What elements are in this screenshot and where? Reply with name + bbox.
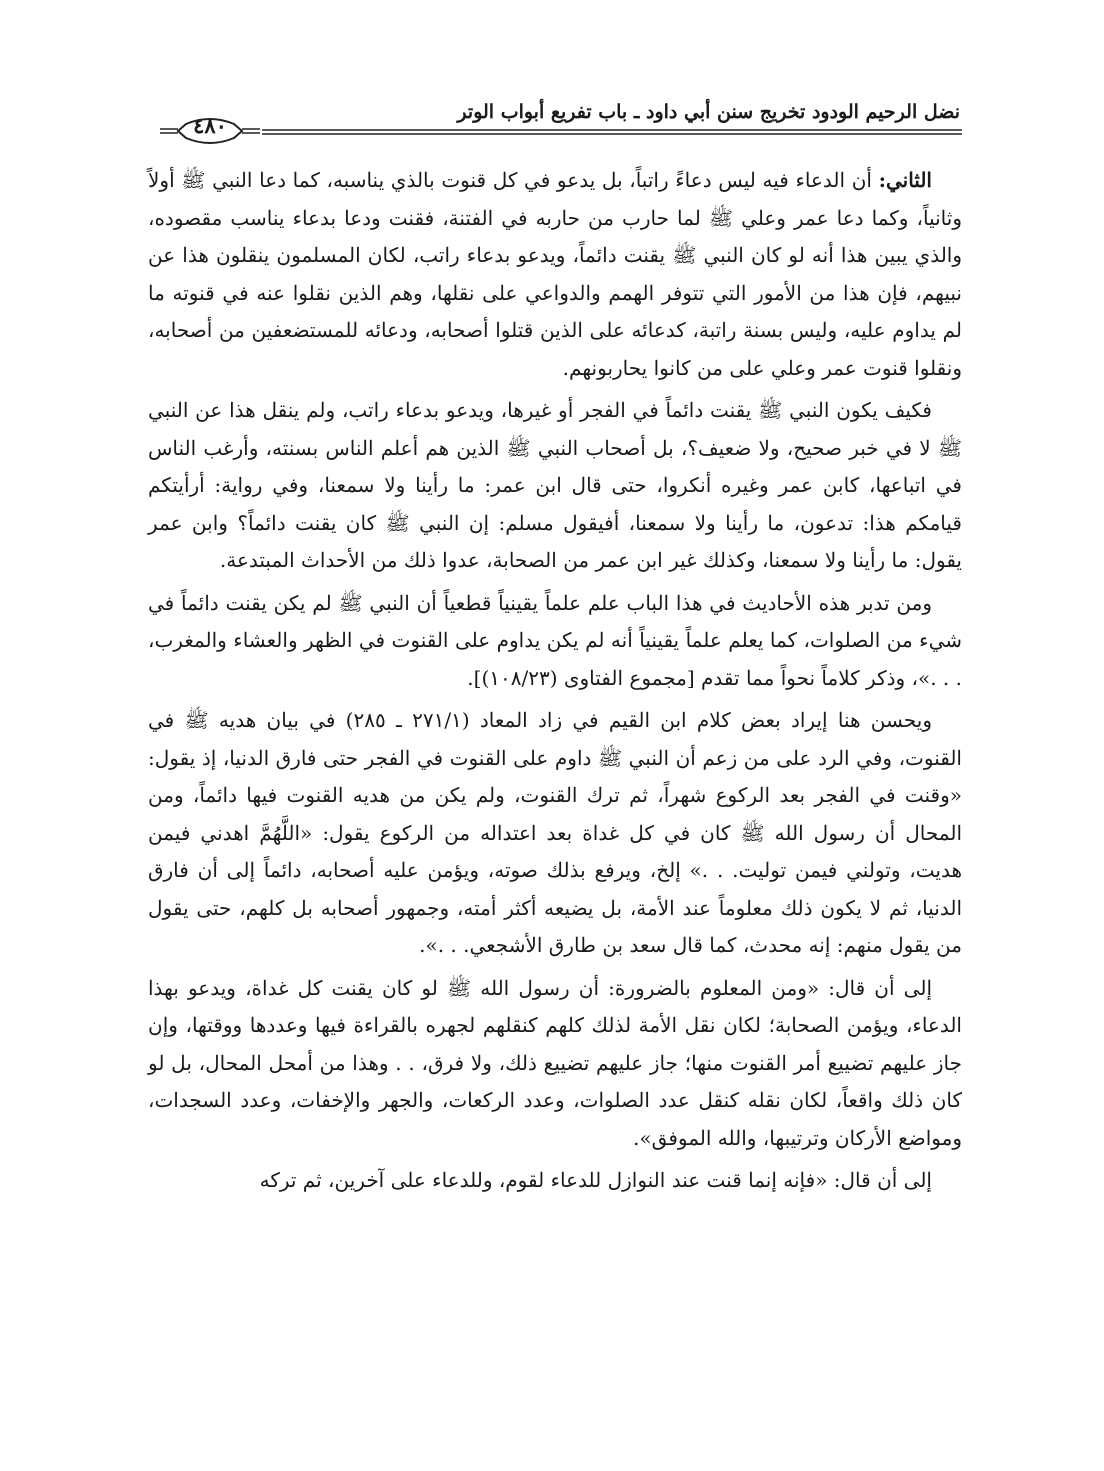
paragraph: إلى أن قال: «فإنه إنما قنت عند النوازل للدعاء لقوم، وللدعاء على آخرين، ثم تركه	[259, 1168, 932, 1192]
paragraph-lead: الثاني:	[878, 168, 932, 192]
page-number: ٤٨٠	[193, 113, 227, 138]
running-title: نضل الرحيم الودود تخريج سنن أبي داود ـ باب تفريع أبواب الوتر	[457, 101, 960, 123]
paragraph-text: أن الدعاء فيه ليس دعاءً راتباً، بل يدعو في كل قنوت بالذي يناسبه، كما دعا النبي ﷺ أولاً وثانياً، وكما دعا عمر وعلي ﷺ لما حارب من حاربه في الفتنة، فقنت ودعا بدعاء يناسب مقصوده، والذي يبين هذا أنه لو كان النبي ﷺ يقنت دائماً، ويدعو بدعاء راتب، لكان المسلمون ينقلون هذا عن نبيهم، فإن هذا من الأمور التي تتوفر الهمم والدواعي على نقلها، وهم الذين نقلوا عنه في قنوته ما لم يداوم عليه، وليس بسنة راتبة، كدعائه على الذين قتلوا أصحابه، ودعائه للمستضعفين من أصحابه، ونقلوا قنوت عمر وعلي على من كانوا يحاربونهم.	[148, 168, 962, 380]
paragraph: فكيف يكون النبي ﷺ يقنت دائماً في الفجر أو غيرها، ويدعو بدعاء راتب، ولم ينقل هذا عن النبي ﷺ لا في خبر صحيح، ولا ضعيف؟، بل أصحاب النبي ﷺ الذين هم أعلم الناس بسنته، وأرغب الناس في اتباعها، كابن عمر وغيره أنكروا، حتى قال ابن عمر: ما رأينا ولا سمعنا، وفي رواية: أرأيتكم قيامكم هذا: تدعون، ما رأينا ولا سمعنا، أفيقول مسلم: إن النبي ﷺ كان يقنت دائماً؟ وابن عمر يقول: ما رأينا ولا سمعنا، وكذلك غير ابن عمر من الصحابة، عدوا ذلك من الأحداث المبتدعة.	[148, 398, 962, 572]
page-header	[150, 92, 960, 132]
header-rule	[262, 128, 962, 136]
paragraph: ومن تدبر هذه الأحاديث في هذا الباب علم علماً يقينياً قطعياً أن النبي ﷺ لم يكن يقنت دائماً في شيء من الصلوات، كما يعلم علماً يقينياً أنه لم يكن يداوم على القنوت في الظهر والعشاء والمغرب، . . .»، وذكر كلاماً نحواً مما تقدم [مجموع الفتاوى (١٠٨/٢٣)].	[148, 590, 962, 690]
main-text	[148, 162, 962, 1205]
paragraph: ويحسن هنا إيراد بعض كلام ابن القيم في زاد المعاد (٢٧١/١ ـ ٢٨٥) في بيان هديه ﷺ في القنوت، وفي الرد على من زعم أن النبي ﷺ داوم على القنوت في الفجر حتى فارق الدنيا، إذ يقول: «وقنت في الفجر بعد الركوع شهراً، ثم ترك القنوت، ولم يكن من هديه القنوت فيها دائماً، ومن المحال أن رسول الله ﷺ كان في كل غداة بعد اعتداله من الركوع يقول: «اللَّهُمَّ اهدني فيمن هديت، وتولني فيمن توليت. . .» إلخ، ويرفع بذلك صوته، ويؤمن عليه أصحابه، دائماً إلى أن فارق الدنيا، ثم لا يكون ذلك معلوماً عند الأمة، بل يضيعه أكثر أمته، وجمهور أصحابه بل كلهم، حتى يقول من يقول منهم: إنه محدث، كما قال سعد بن طارق الأشجعي. . .».	[148, 708, 962, 957]
paragraph: إلى أن قال: «ومن المعلوم بالضرورة: أن رسول الله ﷺ لو كان يقنت كل غداة، ويدعو بهذا الدعاء، ويؤمن الصحابة؛ لكان نقل الأمة لذلك كلهم كنقلهم لجهره بالقراءة فيها وعددها ووقتها، وإن جاز عليهم تضييع أمر القنوت منها؛ جاز عليهم تضييع ذلك، ولا فرق، . . وهذا من أمحل المحال، بل لو كان ذلك واقعاً، لكان نقله كنقل عدد الصلوات، وعدد الركعات، والجهر والإخفات، وعدد السجدات، ومواضع الأركان وترتيبها، والله الموفق».	[148, 975, 962, 1150]
paragraph	[148, 162, 962, 387]
